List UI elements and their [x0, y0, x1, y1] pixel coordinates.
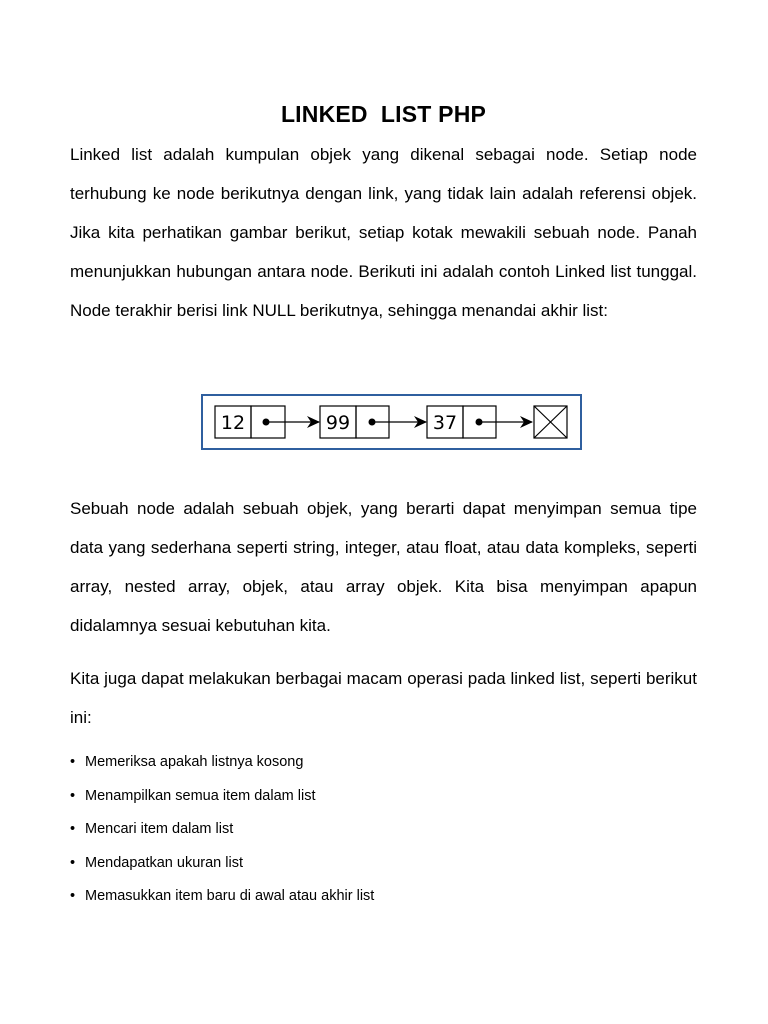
- bullet-icon: •: [70, 787, 76, 804]
- linked-list-svg: [203, 396, 580, 448]
- node-value-text: 37: [432, 412, 458, 434]
- list-item-text: Memeriksa apakah listnya kosong: [85, 754, 304, 770]
- list-item-text: Memasukkan item baru di awal atau akhir list: [85, 888, 375, 904]
- linked-list-diagram: [201, 394, 582, 450]
- page-title: LINKED LIST PHP: [280, 101, 487, 127]
- list-item: [70, 886, 697, 920]
- list-item-text: Mendapatkan ukuran list: [85, 854, 243, 871]
- list-item: [70, 819, 697, 853]
- node-description-paragraph: Sebuah node adalah sebuah objek, yang berarti dapat menyimpan semua tipe data yang sederhana seperti string, integer, atau float, atau data kompleks, seperti array, nested array, objek, atau array objek. Kita bisa menyimpan apapun didalamnya sesuai kebutuhan kita.: [70, 499, 697, 635]
- node-value-text: 12: [220, 412, 246, 434]
- list-node-3: [427, 406, 532, 438]
- operations-list: [70, 752, 697, 920]
- null-terminal: [534, 406, 567, 438]
- node-value-text: 99: [325, 412, 351, 434]
- bullet-icon: •: [70, 888, 76, 904]
- list-item: [70, 786, 697, 820]
- bullet-icon: •: [70, 754, 76, 770]
- list-node-1: [215, 406, 319, 438]
- list-item: [70, 853, 697, 887]
- bullet-icon: •: [70, 854, 76, 871]
- list-node-2: [320, 406, 426, 438]
- list-item-text: Menampilkan semua item dalam list: [85, 787, 316, 804]
- list-item: [70, 752, 697, 786]
- intro-paragraph: Linked list adalah kumpulan objek yang dikenal sebagai node. Setiap node terhubung ke node berikutnya dengan link, yang tidak lain adalah referensi objek. Jika kita perhatikan gambar berikut, setiap kotak mewakili sebuah node. Panah menunjukkan hubungan antara node. Berikuti ini adalah contoh Linked list tunggal. Node terakhir berisi link NULL berikutnya, sehingga menandai akhir list:: [70, 145, 697, 320]
- list-item-text: Mencari item dalam list: [85, 821, 234, 837]
- operations-intro-paragraph: Kita juga dapat melakukan berbagai macam operasi pada linked list, seperti berikut ini:: [70, 669, 697, 727]
- bullet-icon: •: [70, 821, 76, 837]
